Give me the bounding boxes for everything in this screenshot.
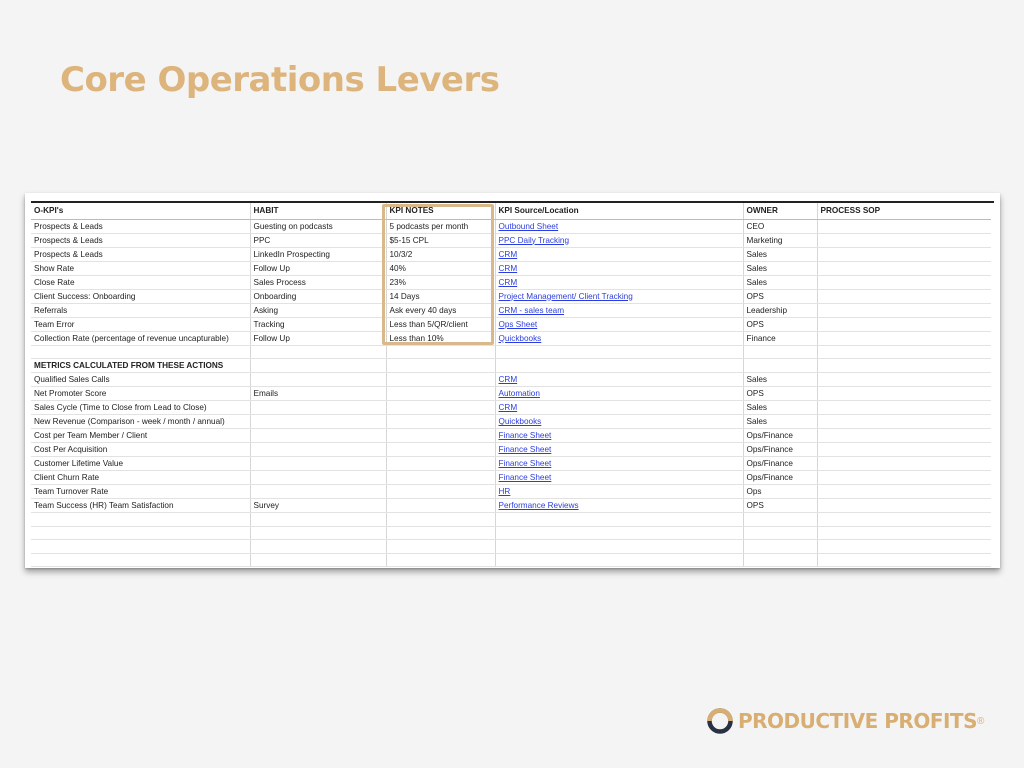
table-cell <box>817 331 991 345</box>
source-link[interactable]: Outbound Sheet <box>498 221 559 231</box>
table-cell: Prospects & Leads <box>31 219 250 233</box>
table-cell: Team Turnover Rate <box>31 485 250 499</box>
table-cell <box>250 471 386 485</box>
table-cell <box>250 457 386 471</box>
table-cell: Referrals <box>31 303 250 317</box>
table-cell: Guesting on podcasts <box>250 219 386 233</box>
spreadsheet-screenshot <box>25 193 1000 568</box>
table-cell <box>31 540 250 554</box>
table-cell <box>495 443 743 457</box>
table-cell: Ops/Finance <box>743 471 817 485</box>
table-cell: OPS <box>743 289 817 303</box>
table-cell <box>743 526 817 540</box>
table-cell <box>386 499 495 513</box>
table-cell: OPS <box>743 387 817 401</box>
table-cell <box>817 415 991 429</box>
table-cell <box>495 540 743 554</box>
table-cell <box>495 261 743 275</box>
table-cell: Ask every 40 days <box>386 303 495 317</box>
table-cell: New Revenue (Comparison - week / month / annual) <box>31 415 250 429</box>
column-header: KPI NOTES <box>386 203 495 219</box>
table-cell <box>817 429 991 443</box>
table-cell <box>250 359 386 373</box>
table-cell <box>817 317 991 331</box>
source-link[interactable]: Automation <box>498 389 540 399</box>
table-row <box>31 247 991 261</box>
table-cell <box>817 485 991 499</box>
table-cell <box>386 387 495 401</box>
source-link[interactable]: CRM <box>498 403 518 413</box>
table-cell <box>386 485 495 499</box>
table-cell <box>495 553 743 567</box>
table-cell: Sales <box>743 373 817 387</box>
table-cell <box>495 373 743 387</box>
table-cell: PPC <box>250 233 386 247</box>
table-cell <box>386 401 495 415</box>
table-cell <box>386 359 495 373</box>
table-cell <box>386 415 495 429</box>
table-cell <box>250 485 386 499</box>
table-cell: OPS <box>743 317 817 331</box>
table-cell: Sales <box>743 415 817 429</box>
table-cell <box>250 415 386 429</box>
table-cell: Ops/Finance <box>743 457 817 471</box>
empty-row <box>31 526 991 540</box>
table-cell <box>743 540 817 554</box>
source-link[interactable]: Finance Sheet <box>498 431 552 441</box>
table-cell: Cost per Team Member / Client <box>31 429 250 443</box>
table-cell <box>817 247 991 261</box>
table-cell: $5-15 CPL <box>386 233 495 247</box>
table-row <box>31 275 991 289</box>
table-cell <box>817 540 991 554</box>
table-cell <box>817 499 991 513</box>
empty-row <box>31 553 991 567</box>
table-cell: Tracking <box>250 317 386 331</box>
column-header: O-KPI's <box>31 203 250 219</box>
table-cell <box>817 513 991 527</box>
table-cell <box>250 429 386 443</box>
table-cell: Sales Process <box>250 275 386 289</box>
table-cell <box>250 513 386 527</box>
source-link[interactable]: CRM <box>498 249 518 259</box>
table-cell <box>495 359 743 373</box>
table-cell: 10/3/2 <box>386 247 495 261</box>
table-cell: Client Success: Onboarding <box>31 289 250 303</box>
table-cell: Prospects & Leads <box>31 233 250 247</box>
table-cell: Customer Lifetime Value <box>31 457 250 471</box>
table-cell: 14 Days <box>386 289 495 303</box>
table-cell <box>817 526 991 540</box>
table-cell <box>495 401 743 415</box>
table-cell: Survey <box>250 499 386 513</box>
table-cell <box>250 540 386 554</box>
table-cell <box>250 401 386 415</box>
table-cell <box>250 443 386 457</box>
table-cell: Prospects & Leads <box>31 247 250 261</box>
table-cell <box>386 526 495 540</box>
table-cell: Ops/Finance <box>743 443 817 457</box>
source-link[interactable]: CRM <box>498 263 518 273</box>
table-cell <box>495 513 743 527</box>
table-row <box>31 401 991 415</box>
table-cell: Team Error <box>31 317 250 331</box>
table-cell: Net Promoter Score <box>31 387 250 401</box>
table-cell <box>817 373 991 387</box>
table-cell: Follow Up <box>250 261 386 275</box>
table-row <box>31 317 991 331</box>
table-cell: 5 podcasts per month <box>386 219 495 233</box>
table-row <box>31 373 991 387</box>
source-link[interactable]: Finance Sheet <box>498 445 552 455</box>
table-row <box>31 499 991 513</box>
table-cell <box>495 247 743 261</box>
source-link[interactable]: CRM <box>498 375 518 385</box>
source-link[interactable]: Ops Sheet <box>498 319 538 329</box>
table-cell: 40% <box>386 261 495 275</box>
table-cell <box>817 289 991 303</box>
table-cell <box>495 275 743 289</box>
source-link[interactable]: HR <box>498 487 511 497</box>
table-row <box>31 233 991 247</box>
table-cell <box>386 540 495 554</box>
empty-row <box>31 513 991 527</box>
slide-title: Core Operations Levers <box>60 60 500 100</box>
table-cell <box>495 331 743 345</box>
table-cell <box>743 513 817 527</box>
table-cell: Cost Per Acquisition <box>31 443 250 457</box>
table-row <box>31 303 991 317</box>
table-cell <box>817 359 991 373</box>
table-cell <box>495 485 743 499</box>
table-cell <box>495 457 743 471</box>
table-cell <box>817 219 991 233</box>
source-link[interactable]: Performance Reviews <box>498 501 579 511</box>
table-cell: Marketing <box>743 233 817 247</box>
table-cell <box>495 415 743 429</box>
table-cell <box>386 373 495 387</box>
source-link[interactable]: Finance Sheet <box>498 459 552 469</box>
table-cell <box>817 401 991 415</box>
table-cell: Follow Up <box>250 331 386 345</box>
source-link[interactable]: PPC Daily Tracking <box>498 235 570 245</box>
table-row <box>31 485 991 499</box>
table-row <box>31 331 991 345</box>
column-header: PROCESS SOP <box>817 203 991 219</box>
table-cell <box>250 526 386 540</box>
table-cell <box>386 457 495 471</box>
table-cell: Sales <box>743 247 817 261</box>
table-cell <box>495 303 743 317</box>
logo-ring-icon <box>706 707 734 735</box>
table-cell <box>495 526 743 540</box>
table-cell <box>817 233 991 247</box>
column-header: KPI Source/Location <box>495 203 743 219</box>
table-cell: Qualified Sales Calls <box>31 373 250 387</box>
table-cell <box>386 345 495 359</box>
table-cell: Onboarding <box>250 289 386 303</box>
source-link[interactable]: Quickbooks <box>498 417 542 427</box>
table-cell: Emails <box>250 387 386 401</box>
table-cell <box>495 471 743 485</box>
table-cell <box>817 443 991 457</box>
table-cell <box>31 345 250 359</box>
table-cell: Close Rate <box>31 275 250 289</box>
table-row <box>31 457 991 471</box>
table-cell <box>495 499 743 513</box>
source-link[interactable]: CRM - sales team <box>498 305 565 315</box>
table-cell <box>495 429 743 443</box>
table-cell <box>386 471 495 485</box>
header-row <box>31 203 991 219</box>
table-cell <box>495 317 743 331</box>
table-row <box>31 387 991 401</box>
table-cell <box>250 373 386 387</box>
kpi-table <box>31 203 991 567</box>
table-cell: Sales <box>743 401 817 415</box>
table-cell <box>250 553 386 567</box>
table-cell: Client Churn Rate <box>31 471 250 485</box>
table-cell: Asking <box>250 303 386 317</box>
table-cell <box>743 553 817 567</box>
table-row <box>31 429 991 443</box>
table-cell: Less than 10% <box>386 331 495 345</box>
table-cell: Finance <box>743 331 817 345</box>
registered-mark: ® <box>976 715 985 727</box>
source-link[interactable]: Project Management/ Client Tracking <box>498 291 633 301</box>
source-link[interactable]: Finance Sheet <box>498 473 552 483</box>
table-row <box>31 443 991 457</box>
table-cell: OPS <box>743 499 817 513</box>
table-cell <box>743 345 817 359</box>
source-link[interactable]: Quickbooks <box>498 333 542 343</box>
table-cell <box>495 233 743 247</box>
table-cell: Less than 5/QR/client <box>386 317 495 331</box>
table-cell <box>386 443 495 457</box>
table-row <box>31 261 991 275</box>
table-cell: Sales <box>743 261 817 275</box>
table-cell <box>817 387 991 401</box>
table-cell: CEO <box>743 219 817 233</box>
empty-row <box>31 540 991 554</box>
table-cell <box>495 345 743 359</box>
table-cell <box>817 457 991 471</box>
table-cell <box>250 345 386 359</box>
table-cell: Sales Cycle (Time to Close from Lead to Close) <box>31 401 250 415</box>
table-row <box>31 415 991 429</box>
table-cell: Collection Rate (percentage of revenue uncapturable) <box>31 331 250 345</box>
table-cell: Show Rate <box>31 261 250 275</box>
table-cell: Ops/Finance <box>743 429 817 443</box>
table-cell <box>495 289 743 303</box>
empty-row <box>31 345 991 359</box>
table-cell <box>386 553 495 567</box>
table-cell <box>817 345 991 359</box>
table-cell <box>31 513 250 527</box>
table-cell <box>386 513 495 527</box>
table-cell: Leadership <box>743 303 817 317</box>
table-cell <box>495 219 743 233</box>
table-row <box>31 471 991 485</box>
table-cell <box>817 553 991 567</box>
table-cell <box>817 275 991 289</box>
table-cell <box>817 261 991 275</box>
table-row <box>31 219 991 233</box>
logo-text: PRODUCTIVE PROFITS <box>738 709 977 733</box>
section-row <box>31 359 991 373</box>
table-cell <box>743 359 817 373</box>
table-cell: Sales <box>743 275 817 289</box>
source-link[interactable]: CRM <box>498 277 518 287</box>
table-cell: 23% <box>386 275 495 289</box>
section-heading: METRICS CALCULATED FROM THESE ACTIONS <box>31 359 250 373</box>
column-header: HABIT <box>250 203 386 219</box>
table-cell: Team Success (HR) Team Satisfaction <box>31 499 250 513</box>
table-row <box>31 289 991 303</box>
table-cell <box>386 429 495 443</box>
table-cell <box>31 553 250 567</box>
table-cell <box>495 387 743 401</box>
table-cell <box>817 303 991 317</box>
company-logo <box>706 706 984 736</box>
table-cell: Ops <box>743 485 817 499</box>
column-header: OWNER <box>743 203 817 219</box>
table-cell <box>817 471 991 485</box>
table-cell: LinkedIn Prospecting <box>250 247 386 261</box>
table-cell <box>31 526 250 540</box>
